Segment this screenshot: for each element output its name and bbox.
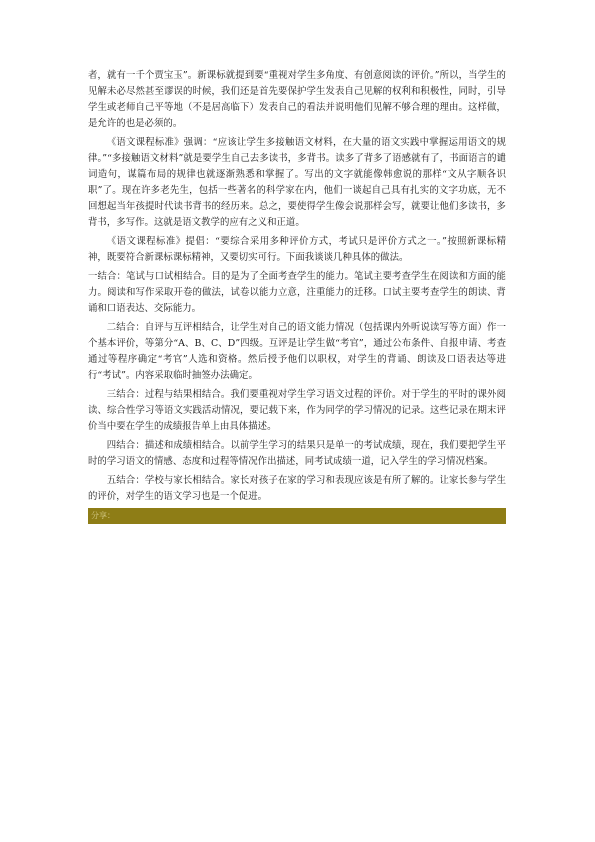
paragraph-5: 二结合：自评与互评相结合，让学生对自己的语文能力情况（包括课内外听说读写等方面）作一个基本评价，等第分“A、B、C、D”四级。互评是让学生做“考官”，通过公布条件、自报申请、考查通过等程序确定“考官”人选和资格。然后授予他们以职权，对学生的背诵、朗读及口语表达等进行“考试”。内容采取临时抽签办法确定。 [88, 322, 506, 381]
paragraph-1: 者，就有一千个贾宝玉”。新课标就提到要“重视对学生多角度、有创意阅读的评价。”所以，当学生的见解未必尽然甚至谬误的时候，我们还是首先要保护学生发表自己见解的权利和积极性，同时，引导学生或老师自己平等地（不是居高临下）发表自己的看法并说明他们见解不够合理的理由。这样做，是允许的也是必须的。 [88, 70, 506, 129]
paragraph-6: 三结合：过程与结果相结合。我们要重视对学生学习语文过程的评价。对于学生的平时的课外阅读、综合性学习等语文实践活动情况，要记载下来，作为同学的学习情况的记录。这些记录在期末评价当中要在学生的成绩报告单上由具体描述。 [88, 389, 506, 432]
paragraph-7: 四结合：描述和成绩相结合。以前学生学习的结果只是单一的考试成绩，现在，我们要把学生平时的学习语文的情感、态度和过程等情况作出描述，同考试成绩一道，记入学生的学习情况档案。 [88, 440, 506, 467]
share-label[interactable]: 分享： [91, 511, 115, 520]
document-body [88, 68, 506, 524]
paragraph-2: 《语文课程标准》强调：“应该让学生多接触语文材料，在大量的语文实践中掌握运用语文的规律。”“多接触语文材料”就是要学生自己去多读书，多背书。读多了背多了语感就有了，书面语言的谴词造句，谋篇布局的规律也就逐渐熟悉和掌握了。写出的文字就能像韩愈说的那样“文从字顺各识职”了。现在许多老先生，包括一些著名的科学家在内，他们一谈起自己具有扎实的文字功底，无不回想起当年孩提时代读书背书的经历来。总之，要使得学生像会说那样会写，就要让他们多读书，多背书，多写作。这就是语文教学的应有之义和正道。 [88, 137, 506, 228]
paragraph-4: 一结合：笔试与口试相结合。目的是为了全面考查学生的能力。笔试主要考查学生在阅读和方面的能力。阅读和写作采取开卷的做法，试卷以能力立意，注重能力的迁移。口试主要考查学生的朗读、背诵和口语表达、交际能力。 [88, 271, 506, 314]
paragraph-3: 《语文课程标准》提倡：“要综合采用多种评价方式，考试只是评价方式之一。”按照新课标精神，既要符合新课标课标精神，又要切实可行。下面我谈谈几种具体的做法。 [88, 236, 506, 263]
share-bar[interactable] [88, 508, 506, 524]
paragraph-8: 五结合：学校与家长相结合。家长对孩子在家的学习和表现应该是有所了解的。让家长参与学生的评价，对学生的语文学习也是一个促进。 [88, 475, 506, 502]
